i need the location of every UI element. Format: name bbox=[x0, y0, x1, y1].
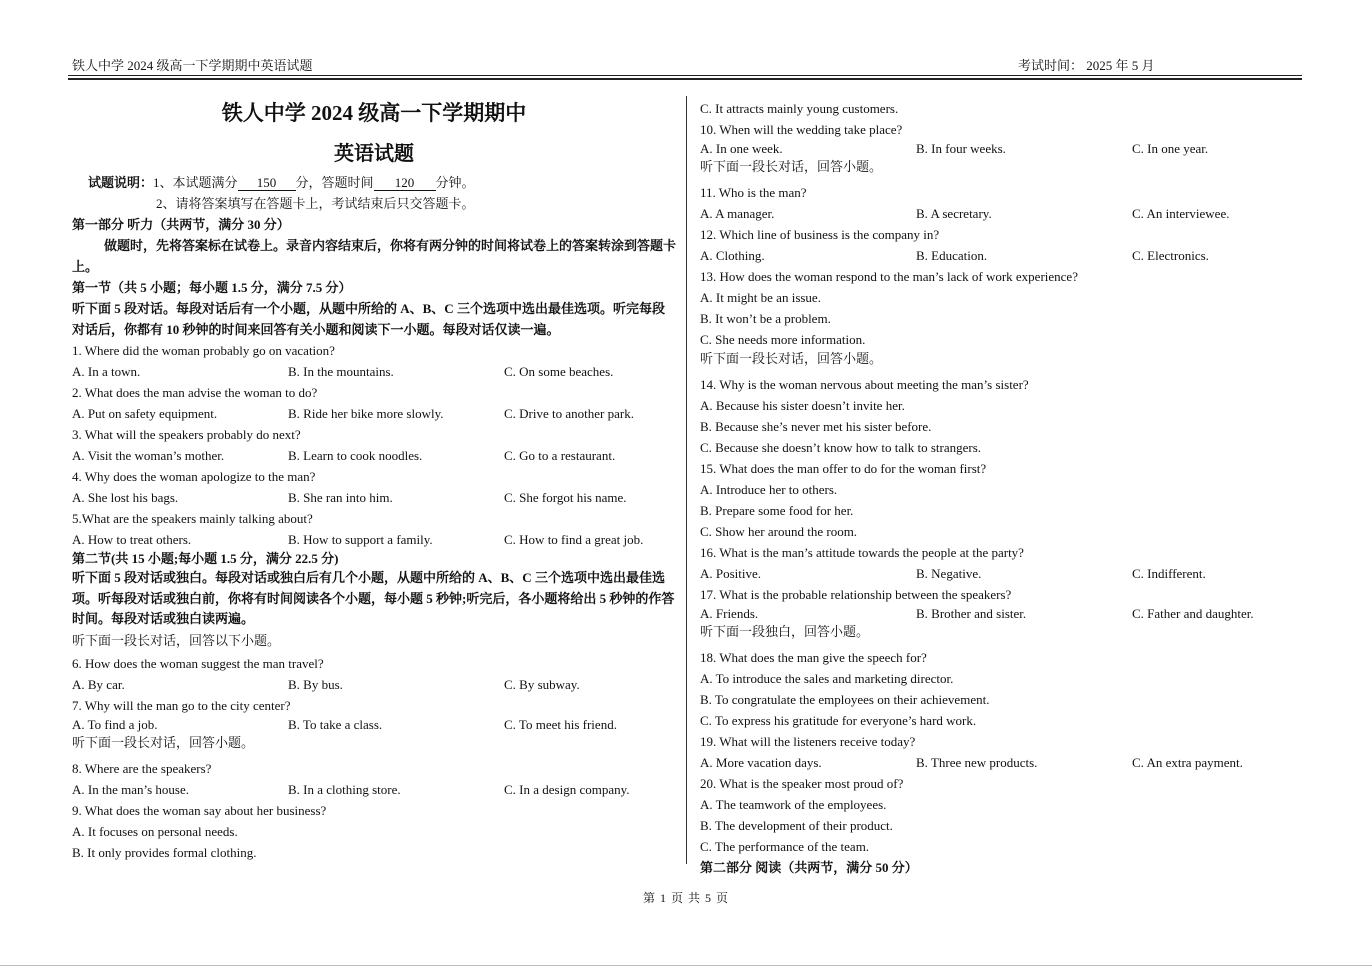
listening-cue-2: 听下面一段长对话，回答小题。 bbox=[72, 734, 255, 750]
column-divider bbox=[686, 96, 687, 864]
header-rule-thick bbox=[68, 78, 1302, 80]
question-18: 18. What does the man give the speech for? bbox=[700, 650, 927, 665]
question-20: 20. What is the speaker most proud of? bbox=[700, 776, 904, 791]
option-b: B. By bus. bbox=[288, 676, 343, 692]
question-12-options bbox=[700, 245, 1300, 266]
question-2-options bbox=[72, 403, 676, 424]
question-9-option-a: A. It focuses on personal needs. bbox=[72, 823, 238, 839]
question-15: 15. What does the man offer to do for the woman first? bbox=[700, 461, 987, 476]
question-13: 13. How does the woman respond to the man’s lack of work experience? bbox=[700, 269, 1078, 284]
left-column bbox=[72, 96, 676, 863]
question-16: 16. What is the man’s attitude towards the people at the party? bbox=[700, 545, 1024, 560]
question-9: 9. What does the woman say about her business? bbox=[72, 802, 327, 818]
question-14: 14. Why is the woman nervous about meeting the man’s sister? bbox=[700, 377, 1029, 392]
exam-note-1 bbox=[72, 172, 676, 193]
question-1-options bbox=[72, 361, 676, 382]
page-subtitle: 英语试题 bbox=[334, 143, 414, 165]
question-15-option-a: A. Introduce her to others. bbox=[700, 482, 838, 497]
option-a: A. A manager. bbox=[700, 206, 775, 221]
question-14-option-b: B. Because she’s never met his sister before. bbox=[700, 419, 932, 434]
question-19-options bbox=[700, 752, 1300, 773]
option-a: A. To find a job. bbox=[72, 716, 158, 732]
exam-note-2: 2、请将答案填写在答题卡上，考试结束后只交答题卡。 bbox=[156, 196, 475, 211]
listening-cue-3: 听下面一段长对话，回答小题。 bbox=[700, 159, 883, 174]
right-column bbox=[700, 98, 1300, 878]
part2-heading: 第二部分 阅读（共两节，满分 50 分） bbox=[700, 860, 918, 875]
question-14-option-c: C. Because she doesn’t know how to talk to strangers. bbox=[700, 440, 982, 455]
full-score-value: 150 bbox=[238, 175, 296, 191]
question-17-options bbox=[700, 605, 1300, 623]
option-c: C. Father and daughter. bbox=[1132, 606, 1254, 621]
question-18-option-a: A. To introduce the sales and marketing director. bbox=[700, 671, 954, 686]
option-a: A. Clothing. bbox=[700, 248, 765, 263]
question-5: 5.What are the speakers mainly talking about? bbox=[72, 511, 313, 526]
question-8-options bbox=[72, 779, 676, 800]
question-2: 2. What does the man advise the woman to do? bbox=[72, 385, 318, 400]
option-a: A. In a town. bbox=[72, 364, 141, 379]
part1-instructions: 做题时，先将答案标在试卷上。录音内容结束后，你将有两分钟的时间将试卷上的答案转涂到答题卡上。 bbox=[72, 238, 677, 274]
header-exam-date: 考试时间： 2025 年 5 月 bbox=[1018, 58, 1155, 73]
question-11: 11. Who is the man? bbox=[700, 185, 807, 200]
option-b: B. Learn to cook noodles. bbox=[288, 448, 423, 463]
section2-instructions: 听下面 5 段对话或独白。每段对话或独白后有几个小题，从题中所给的 A、B、C 三个选项中选出最佳选项。听每段对话或独白前，你将有时间阅读各个小题，每小题 5 秒钟;听完后，各小题将给出 5 秒钟的作答时间。每段对话或独白读两遍。 bbox=[72, 570, 675, 626]
question-13-option-c: C. She needs more information. bbox=[700, 332, 866, 347]
question-6: 6. How does the woman suggest the man travel? bbox=[72, 655, 324, 671]
option-b: B. Three new products. bbox=[916, 755, 1038, 770]
question-4-options bbox=[72, 487, 676, 508]
page-title: 铁人中学 2024 级高一下学期期中 bbox=[221, 101, 527, 125]
option-a: A. Friends. bbox=[700, 606, 759, 621]
question-8: 8. Where are the speakers? bbox=[72, 760, 212, 776]
option-c: C. In one year. bbox=[1132, 141, 1209, 156]
question-19: 19. What will the listeners receive today? bbox=[700, 734, 916, 749]
option-c: C. How to find a great job. bbox=[504, 532, 644, 547]
question-3-options bbox=[72, 445, 676, 466]
option-b: B. To take a class. bbox=[288, 716, 383, 732]
question-11-options bbox=[700, 203, 1300, 224]
option-c: C. Electronics. bbox=[1132, 248, 1209, 263]
exam-note-text-b: 分，答题时间 bbox=[295, 175, 374, 190]
option-b: B. Education. bbox=[916, 248, 988, 263]
section1-instructions: 听下面 5 段对话。每段对话后有一个小题，从题中所给的 A、B、C 三个选项中选出最佳选项。听完每段对话后，你都有 10 秒钟的时间来回答有关小题和阅读下一小题。每段对话仅读一遍。 bbox=[72, 301, 665, 337]
question-20-option-c: C. The performance of the team. bbox=[700, 839, 870, 854]
exam-note-text-c: 分钟。 bbox=[435, 175, 475, 190]
option-c: C. To meet his friend. bbox=[504, 716, 617, 732]
listening-cue-4: 听下面一段长对话，回答小题。 bbox=[700, 351, 883, 366]
option-b: B. How to support a family. bbox=[288, 532, 433, 547]
question-10-options bbox=[700, 140, 1300, 158]
page-number: 第 1 页 共 5 页 bbox=[642, 891, 729, 905]
question-9-option-c: C. It attracts mainly young customers. bbox=[700, 101, 899, 116]
option-c: C. Go to a restaurant. bbox=[504, 448, 616, 463]
option-b: B. Negative. bbox=[916, 566, 982, 581]
question-14-option-a: A. Because his sister doesn’t invite her. bbox=[700, 398, 905, 413]
exam-duration-value: 120 bbox=[374, 175, 436, 191]
option-a: A. How to treat others. bbox=[72, 532, 192, 547]
header-exam-title: 铁人中学 2024 级高一下学期期中英语试题 bbox=[72, 58, 313, 73]
question-12: 12. Which line of business is the company in? bbox=[700, 227, 940, 242]
question-13-option-b: B. It won’t be a problem. bbox=[700, 311, 831, 326]
option-a: A. Put on safety equipment. bbox=[72, 406, 218, 421]
question-7-options bbox=[72, 716, 676, 734]
option-b: B. She ran into him. bbox=[288, 490, 393, 505]
exam-note-prefix: 试题说明： bbox=[88, 175, 154, 190]
option-c: C. By subway. bbox=[504, 676, 580, 692]
question-17: 17. What is the probable relationship between the speakers? bbox=[700, 587, 1012, 602]
question-6-options bbox=[72, 674, 676, 695]
question-1: 1. Where did the woman probably go on vacation? bbox=[72, 343, 335, 358]
option-c: C. On some beaches. bbox=[504, 364, 614, 379]
header-rule-thin bbox=[68, 75, 1302, 76]
option-a: A. Positive. bbox=[700, 566, 762, 581]
option-c: C. In a design company. bbox=[504, 781, 630, 797]
question-15-option-c: C. Show her around the room. bbox=[700, 524, 858, 539]
question-18-option-b: B. To congratulate the employees on their achievement. bbox=[700, 692, 990, 707]
question-15-option-b: B. Prepare some food for her. bbox=[700, 503, 854, 518]
question-20-option-b: B. The development of their product. bbox=[700, 818, 893, 833]
question-5-options bbox=[72, 529, 676, 550]
question-9-option-b: B. It only provides formal clothing. bbox=[72, 844, 257, 860]
option-a: A. In the man’s house. bbox=[72, 781, 189, 797]
exam-note-text-a: 1、本试题满分 bbox=[153, 175, 238, 190]
option-c: C. She forgot his name. bbox=[504, 490, 627, 505]
option-c: C. An interviewee. bbox=[1132, 206, 1230, 221]
option-a: A. More vacation days. bbox=[700, 755, 822, 770]
option-b: B. Brother and sister. bbox=[916, 606, 1027, 621]
page-bottom-edge bbox=[0, 965, 1372, 966]
question-4: 4. Why does the woman apologize to the man? bbox=[72, 469, 316, 484]
option-b: B. A secretary. bbox=[916, 206, 992, 221]
option-b: B. In four weeks. bbox=[916, 141, 1006, 156]
option-a: A. She lost his bags. bbox=[72, 490, 179, 505]
option-a: A. By car. bbox=[72, 676, 125, 692]
question-16-options bbox=[700, 563, 1300, 584]
option-c: C. An extra payment. bbox=[1132, 755, 1243, 770]
option-b: B. In the mountains. bbox=[288, 364, 394, 379]
option-a: A. In one week. bbox=[700, 141, 783, 156]
option-c: C. Indifferent. bbox=[1132, 566, 1206, 581]
section1-heading: 第一节（共 5 小题；每小题 1.5 分，满分 7.5 分） bbox=[72, 280, 352, 295]
question-3: 3. What will the speakers probably do next? bbox=[72, 427, 301, 442]
option-a: A. Visit the woman’s mother. bbox=[72, 448, 225, 463]
option-c: C. Drive to another park. bbox=[504, 406, 634, 421]
listening-cue-5: 听下面一段独白，回答小题。 bbox=[700, 624, 870, 639]
option-b: B. Ride her bike more slowly. bbox=[288, 406, 444, 421]
part1-heading: 第一部分 听力（共两节，满分 30 分） bbox=[72, 217, 290, 232]
question-7: 7. Why will the man go to the city center? bbox=[72, 697, 291, 713]
section2-heading: 第二节(共 15 小题;每小题 1.5 分，满分 22.5 分) bbox=[72, 551, 339, 566]
question-20-option-a: A. The teamwork of the employees. bbox=[700, 797, 887, 812]
question-18-option-c: C. To express his gratitude for everyone’s hard work. bbox=[700, 713, 977, 728]
question-10: 10. When will the wedding take place? bbox=[700, 122, 903, 137]
listening-cue-1: 听下面一段长对话，回答以下小题。 bbox=[72, 632, 281, 648]
question-13-option-a: A. It might be an issue. bbox=[700, 290, 821, 305]
option-b: B. In a clothing store. bbox=[288, 781, 401, 797]
